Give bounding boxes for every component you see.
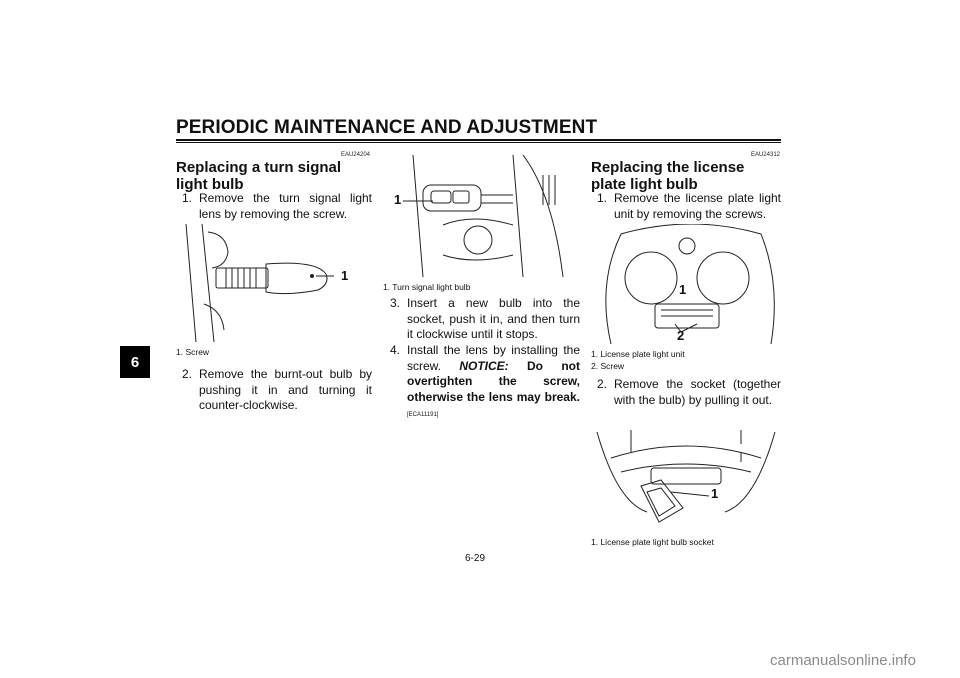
step-2 bbox=[597, 377, 787, 409]
turn-signal-illustration bbox=[176, 224, 372, 342]
step-4 bbox=[390, 343, 580, 418]
header-rule-thin bbox=[176, 142, 781, 143]
step-number: 4. bbox=[390, 343, 401, 357]
step-number: 2. bbox=[182, 367, 193, 381]
step-2 bbox=[182, 367, 372, 415]
figure-callout: 1 bbox=[394, 192, 402, 207]
page-title: PERIODIC MAINTENANCE AND ADJUSTMENT bbox=[176, 117, 598, 138]
header-rule bbox=[176, 139, 781, 141]
step-1 bbox=[182, 191, 372, 223]
figure-caption-2: 2. Screw bbox=[591, 361, 625, 371]
step-text: Remove the socket (together with the bulb) by pulling it out. bbox=[614, 377, 781, 407]
figure-license-plate-socket bbox=[591, 422, 781, 532]
section-heading: Replacing the license plate light bulb bbox=[591, 159, 745, 193]
step-3 bbox=[390, 296, 580, 344]
figure-caption: 1. License plate light bulb socket bbox=[591, 537, 714, 547]
notice-text: Do not overtighten the screw, otherwise the lens may break. bbox=[407, 358, 580, 404]
step-number: 1. bbox=[597, 191, 608, 205]
figure-callout: 1 bbox=[341, 268, 349, 283]
step-text bbox=[407, 343, 580, 424]
figure-callout: 1 bbox=[711, 486, 719, 501]
notice-ref: [ECA11191] bbox=[407, 412, 439, 418]
step-text: Remove the turn signal light lens by removing the screw. bbox=[199, 191, 372, 221]
step-number: 2. bbox=[597, 377, 608, 391]
figure-turn-signal-screw bbox=[176, 224, 372, 342]
figure-caption-1: 1. License plate light unit bbox=[591, 349, 685, 359]
figure-license-plate-unit bbox=[591, 224, 781, 344]
section-code: EAU24204 bbox=[340, 152, 370, 158]
watermark: carmanualsonline.info bbox=[770, 652, 916, 669]
step-1 bbox=[597, 191, 787, 223]
turn-signal-bulb-illustration bbox=[383, 155, 579, 277]
notice-label: NOTICE: bbox=[459, 358, 509, 373]
step-text: Remove the license plate light unit by removing the screws. bbox=[614, 191, 781, 221]
step-text-a: Install the lens by installing the screw. bbox=[407, 343, 580, 373]
figure-callout-1: 1 bbox=[679, 282, 687, 297]
figure-turn-signal-bulb bbox=[383, 155, 579, 277]
license-plate-socket-illustration bbox=[591, 422, 781, 532]
figure-caption: 1. Turn signal light bulb bbox=[383, 282, 471, 292]
page-number: 6-29 bbox=[465, 553, 486, 564]
step-number: 1. bbox=[182, 191, 193, 205]
step-text: Remove the burnt-out bulb by pushing it in and turning it counter-clockwise. bbox=[199, 367, 372, 412]
figure-callout-2: 2 bbox=[677, 328, 685, 343]
step-number: 3. bbox=[390, 296, 401, 310]
chapter-tab: 6 bbox=[120, 346, 150, 378]
section-heading: Replacing a turn signal light bulb bbox=[176, 159, 342, 193]
figure-caption: 1. Screw bbox=[176, 347, 210, 357]
section-code: EAU24312 bbox=[750, 152, 780, 158]
step-text: Insert a new bulb into the socket, push it in, and then turn it clockwise until it stops. bbox=[407, 296, 580, 341]
